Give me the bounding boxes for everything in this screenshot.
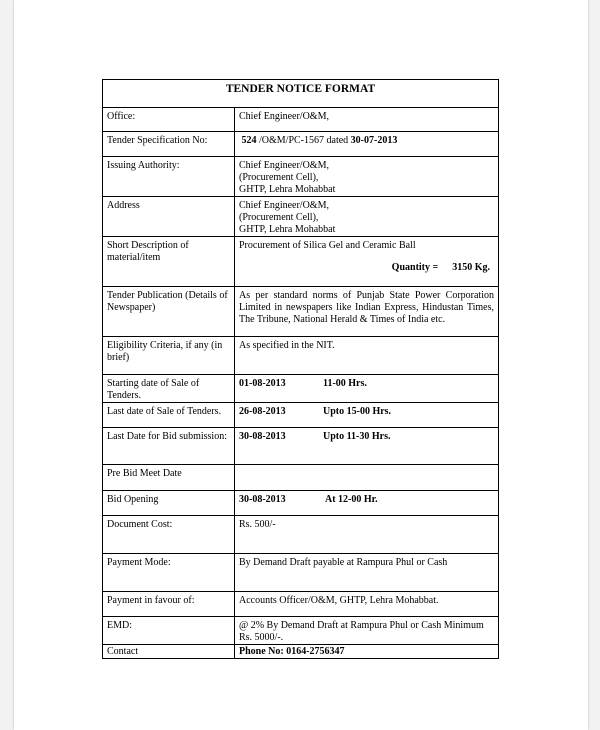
row-emd [103,617,499,645]
bid-last-date: 30-08-2013 [239,431,286,442]
value-bid-opening [235,491,499,516]
quantity [239,262,494,274]
bid-last-time: Upto 11-30 Hrs. [323,431,391,442]
spec-number: 524 [241,135,257,146]
tender-notice-table [102,79,499,659]
value-address [235,197,499,237]
bid-opening-date: 30-08-2013 [239,494,286,505]
sale-start-date: 01-08-2013 [239,378,286,389]
label-payment-mode: Payment Mode: [103,554,235,592]
row-issuing [103,157,499,197]
row-office [103,108,499,132]
quantity-label: Quantity = [391,262,439,273]
value-bid-last [235,428,499,465]
label-sale-start: Starting date of Sale of Tenders. [103,375,235,403]
label-address: Address [103,197,235,237]
row-sale-last [103,403,499,428]
value-doc-cost: Rs. 500/- [235,516,499,554]
table-title: TENDER NOTICE FORMAT [103,80,499,108]
value-office: Chief Engineer/O&M, [235,108,499,132]
label-doc-cost: Document Cost: [103,516,235,554]
sale-last-date: 26-08-2013 [239,406,286,417]
label-payment-favour: Payment in favour of: [103,592,235,617]
value-spec [235,132,499,157]
row-eligibility [103,337,499,375]
label-bid-last: Last Date for Bid submission: [103,428,235,465]
label-publication: Tender Publication (Details of Newspaper) [103,287,235,337]
label-sale-last: Last date of Sale of Tenders. [103,403,235,428]
row-publication [103,287,499,337]
sale-start-time: 11-00 Hrs. [323,378,367,389]
row-bid-last [103,428,499,465]
label-bid-opening: Bid Opening [103,491,235,516]
quantity-value: 3150 Kg. [452,262,490,273]
issuing-line: Chief Engineer/O&M, [239,160,329,171]
value-publication: As per standard norms of Punjab State Power Corporation Limited in newspapers like Indian Express, Hindustan Times, The Tribune, National Herald & Times of India etc. [235,287,499,337]
label-spec: Tender Specification No: [103,132,235,157]
row-contact [103,645,499,659]
row-doc-cost [103,516,499,554]
issuing-line: GHTP, Lehra Mohabbat [239,184,336,195]
spec-date: 30-07-2013 [350,135,398,146]
label-prebid: Pre Bid Meet Date [103,465,235,491]
row-spec [103,132,499,157]
spec-mid: /O&M/PC-1567 dated [259,135,349,146]
row-payment-favour [103,592,499,617]
label-office: Office: [103,108,235,132]
address-line: Chief Engineer/O&M, [239,200,329,211]
value-payment-mode: By Demand Draft payable at Rampura Phul or Cash [235,554,499,592]
value-eligibility: As specified in the NIT. [235,337,499,375]
value-emd: @ 2% By Demand Draft at Rampura Phul or Cash Minimum Rs. 5000/-. [235,617,499,645]
row-sale-start [103,375,499,403]
label-contact: Contact [103,645,235,659]
value-sale-last [235,403,499,428]
value-payment-favour: Accounts Officer/O&M, GHTP, Lehra Mohabbat. [235,592,499,617]
value-contact: Phone No: 0164-2756347 [235,645,499,659]
row-payment-mode [103,554,499,592]
value-description [235,237,499,287]
row-address [103,197,499,237]
row-description [103,237,499,287]
row-bid-opening [103,491,499,516]
value-prebid [235,465,499,491]
address-line: (Procurement Cell), [239,212,319,223]
value-sale-start [235,375,499,403]
document-page [14,0,588,730]
value-issuing [235,157,499,197]
label-eligibility: Eligibility Criteria, if any (in brief) [103,337,235,375]
label-issuing: Issuing Authority: [103,157,235,197]
address-line: GHTP, Lehra Mohabbat [239,224,336,235]
sale-last-time: Upto 15-00 Hrs. [323,406,392,417]
label-emd: EMD: [103,617,235,645]
row-prebid [103,465,499,491]
description-text: Procurement of Silica Gel and Ceramic Ball [239,240,416,251]
label-description: Short Description of material/item [103,237,235,287]
bid-opening-time: At 12-00 Hr. [325,494,378,505]
issuing-line: (Procurement Cell), [239,172,319,183]
